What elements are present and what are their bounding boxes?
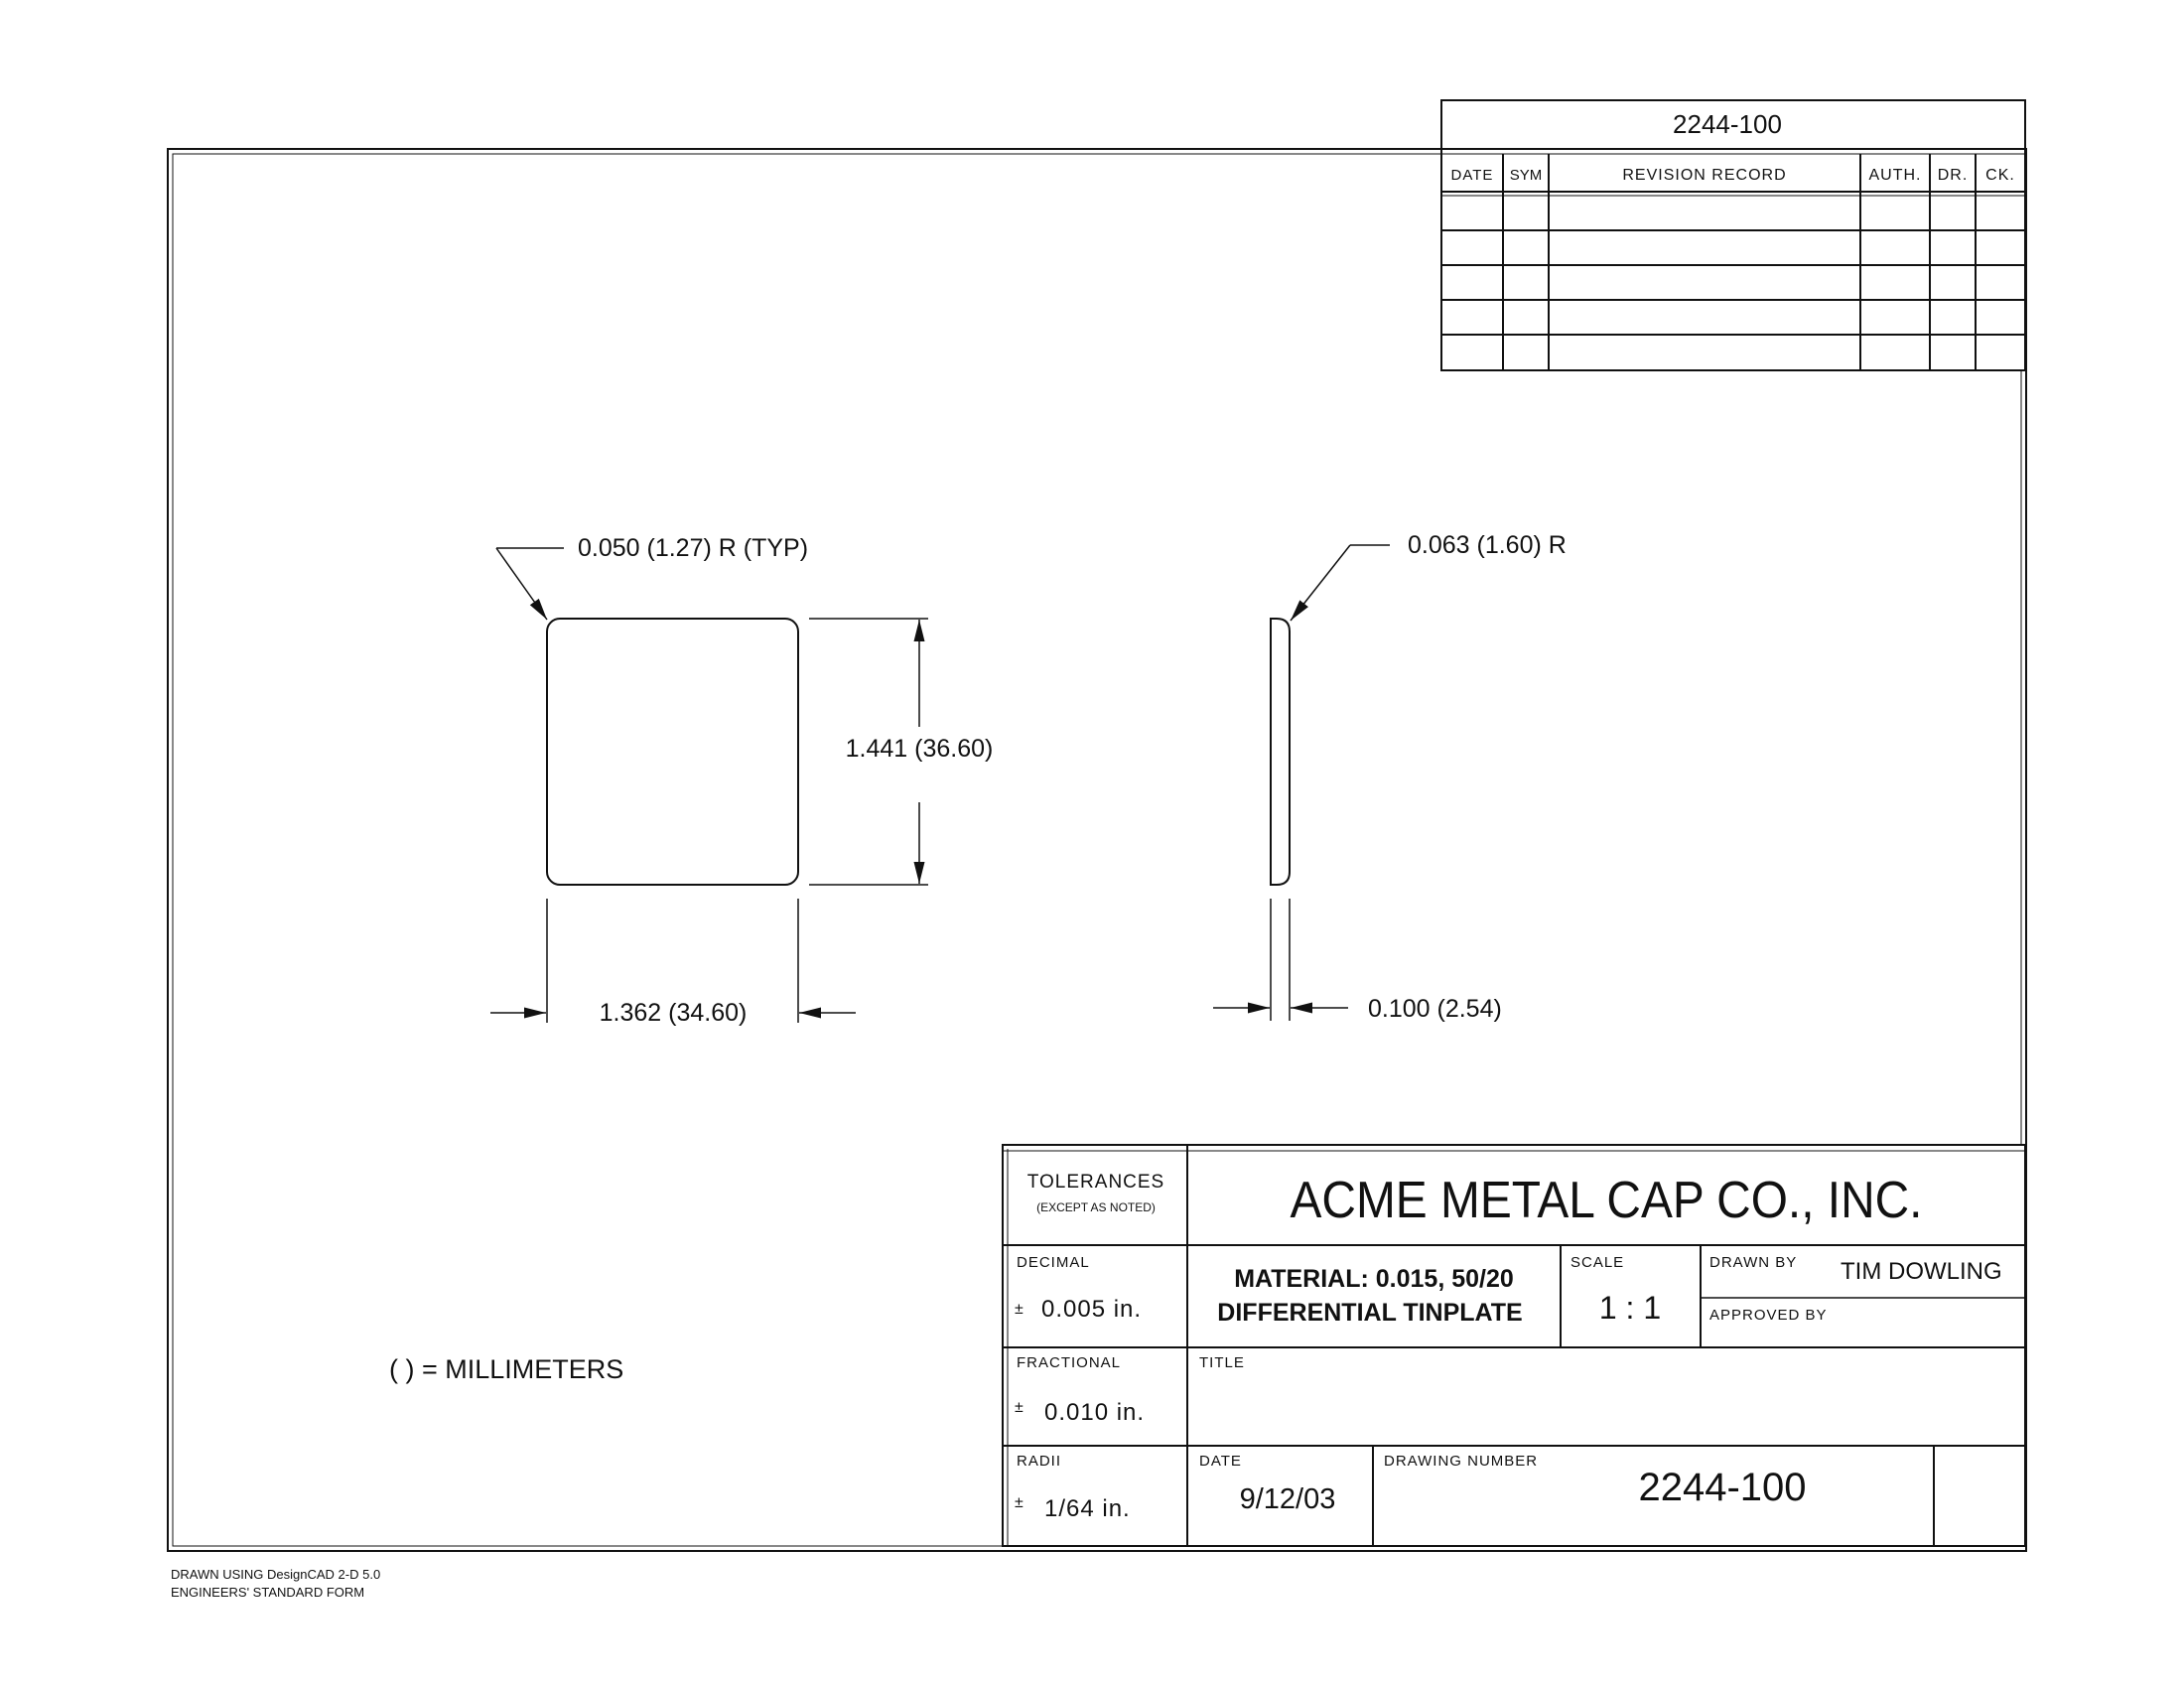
fractional-label: FRACTIONAL: [1017, 1354, 1122, 1371]
revision-header-auth: AUTH.: [1868, 167, 1922, 184]
revision-header-sym: SYM: [1509, 167, 1543, 184]
height-dimension-label: 1.441 (36.60): [845, 735, 994, 763]
drawn-by-value: TIM DOWLING: [1841, 1258, 2002, 1285]
side-view: [1213, 531, 1567, 1023]
fractional-plus-minus: ±: [1015, 1399, 1024, 1416]
decimal-label: DECIMAL: [1017, 1254, 1090, 1271]
revision-header-dr: DR.: [1937, 167, 1969, 184]
revision-block: [1441, 100, 2025, 370]
radii-value: 1/64 in.: [1044, 1495, 1131, 1522]
decimal-plus-minus: ±: [1015, 1301, 1024, 1318]
scale-label: SCALE: [1570, 1254, 1625, 1271]
revision-header-ck: CK.: [1985, 167, 2015, 184]
tolerances-sublabel: (EXCEPT AS NOTED): [1036, 1200, 1156, 1214]
cap-side-outline: [1271, 619, 1290, 885]
title-block: [1003, 1145, 2025, 1546]
drawing-number-value: 2244-100: [1638, 1466, 1807, 1509]
edge-radius-label: 0.063 (1.60) R: [1408, 531, 1567, 559]
radii-plus-minus: ±: [1015, 1494, 1024, 1511]
cap-front-outline: [547, 619, 798, 885]
drawn-by-label: DRAWN BY: [1709, 1254, 1798, 1271]
units-note: ( ) = MILLIMETERS: [389, 1354, 624, 1384]
approved-by-label: APPROVED BY: [1709, 1307, 1828, 1324]
date-label: DATE: [1199, 1453, 1242, 1470]
fractional-value: 0.010 in.: [1044, 1399, 1146, 1426]
material-line-2: DIFFERENTIAL TINPLATE: [1217, 1299, 1523, 1327]
revision-header-date: DATE: [1450, 167, 1494, 184]
drawing-number-label: DRAWING NUMBER: [1384, 1453, 1539, 1470]
corner-radius-label: 0.050 (1.27) R (TYP): [578, 534, 809, 562]
front-view: [490, 534, 993, 1027]
footer-line-2: ENGINEERS' STANDARD FORM: [171, 1585, 365, 1600]
revision-header-record: REVISION RECORD: [1622, 167, 1787, 184]
width-dimension-label: 1.362 (34.60): [599, 999, 748, 1027]
radii-label: RADII: [1017, 1453, 1062, 1470]
scale-value: 1 : 1: [1598, 1290, 1662, 1326]
decimal-value: 0.005 in.: [1041, 1296, 1143, 1323]
title-label: TITLE: [1199, 1354, 1245, 1371]
thickness-dimension-label: 0.100 (2.54): [1368, 995, 1502, 1023]
material-line-1: MATERIAL: 0.015, 50/20: [1234, 1265, 1514, 1293]
tolerances-label: TOLERANCES: [1026, 1172, 1165, 1193]
date-value: 9/12/03: [1239, 1483, 1336, 1515]
revision-drawing-number: 2244-100: [1673, 109, 1782, 139]
company-name: ACME METAL CAP CO., INC.: [1290, 1171, 1923, 1229]
footer-line-1: DRAWN USING DesignCAD 2-D 5.0: [171, 1567, 381, 1582]
